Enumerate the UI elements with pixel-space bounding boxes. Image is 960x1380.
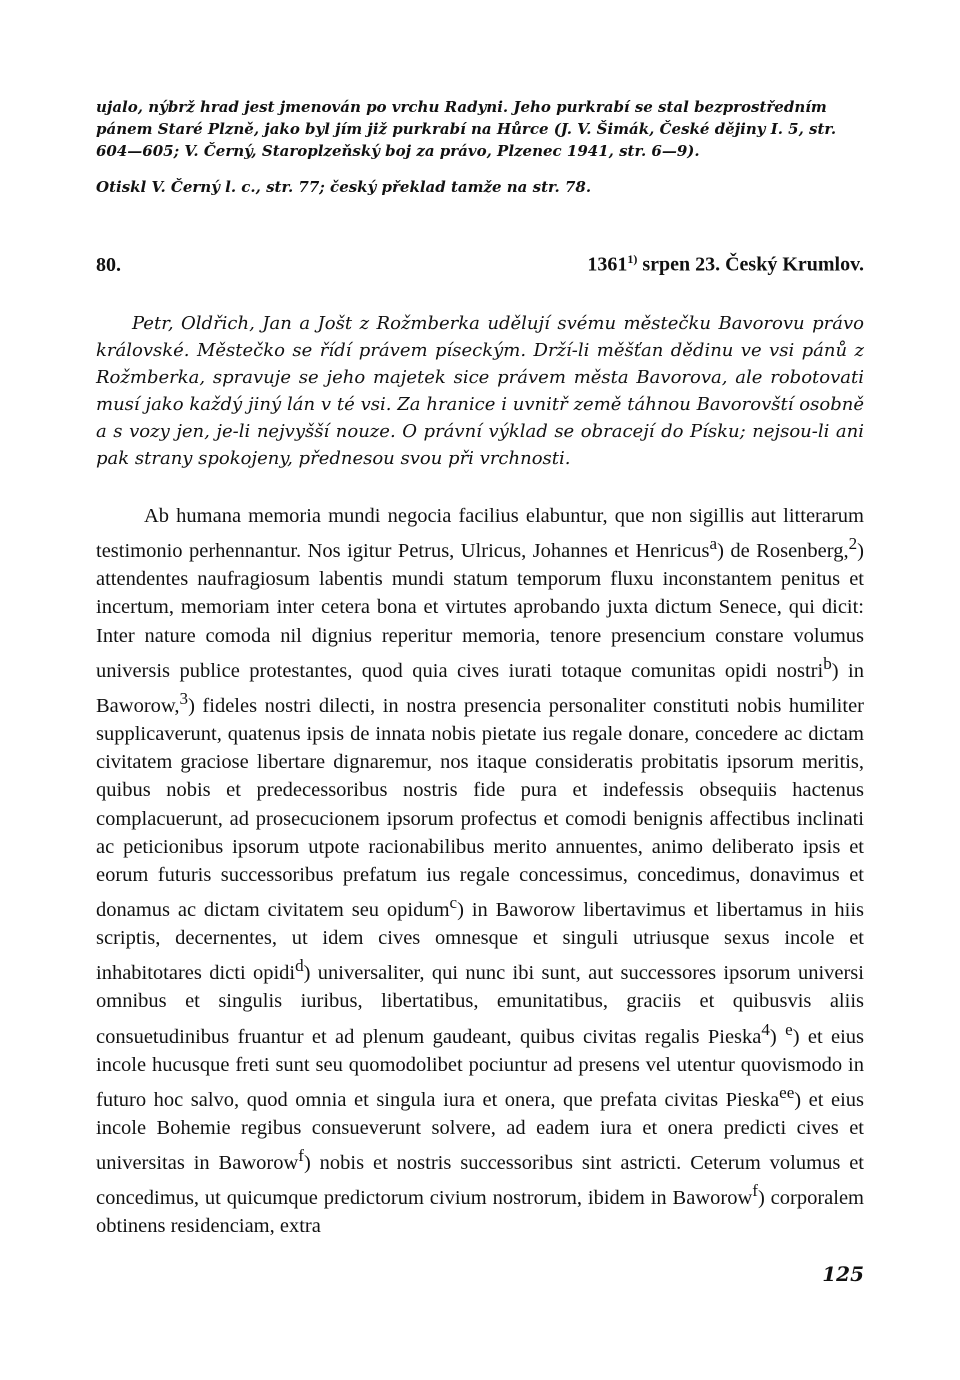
footnote-ref: 3 <box>179 688 189 708</box>
document-date <box>587 252 864 277</box>
text-run: Ab humana memoria mundi negocia facilius elabuntur, que non sigillis aut litterarum testimonio perhennantur. Nos igitur Petrus, Ulricus, Johannes et Henricus <box>96 505 864 563</box>
text-run: ) nobis et nostris successoribus sint astricti. Ceterum volumus et concedimus, ut quicumque predictorum civium nostrorum, ibidem in Baworow <box>96 1151 864 1209</box>
note-continuation: ujalo, nýbrž hrad jest jmenován po vrchu Radyni. Jeho purkrabí se stal bezprostředním pánem Staré Plzně, jako byl jím již purkrabí na Hůrce (J. V. Šimák, České dějiny I. 5, str. 604—605; V. Černý, Staroplzeňský boj za právo, Plzenec 1941, str. 6—9). <box>96 98 837 160</box>
footnote-ref: 4 <box>761 1019 770 1039</box>
date-place: srpen 23. Český Krumlov. <box>637 253 864 276</box>
footnote-ref: ee <box>779 1082 795 1102</box>
footnote-ref: a <box>709 534 718 554</box>
text-run: ) <box>769 1025 786 1048</box>
footnote-ref: 2 <box>848 534 858 554</box>
regest-summary <box>96 310 864 472</box>
text-run: ) corporalem obtinens residenciam, extra <box>96 1186 865 1238</box>
footnote-ref: f <box>752 1181 758 1201</box>
charter-paragraph <box>96 502 864 1240</box>
text-run: ) in Baworow libertavimus et libertamus in hiis scriptis, decernentes, ut idem cives omnesque et singuli utriusque sexus incole et inhabitotares dicti opidi <box>96 898 865 985</box>
document-number: 80. <box>96 253 121 276</box>
date-year: 1361 <box>587 253 628 276</box>
text-run: ) et eius incole Bohemie regibus consueverunt solvere, ad eadem iura et onera predicti cives et universitas in Baworow <box>96 1088 864 1174</box>
footnote-ref: c <box>449 893 458 913</box>
footnote-ref: d <box>295 956 304 976</box>
text-run: ) et eius incole hucusque freti sunt seu quomodolibet pociuntur ad presens vel utentur quovismodo in futuro hoc salvo, quod omnia et singula iura et onera, que prefata civitas Pieska <box>96 1025 864 1111</box>
text-run: ) in Baworow, <box>96 659 864 717</box>
footnote-ref: e <box>785 1019 793 1039</box>
charter-text <box>96 502 864 1240</box>
print-reference: Otiskl V. Černý l. c., str. 77; český překlad tamže na str. 78. <box>96 178 592 196</box>
footnote-ref: b <box>823 653 832 673</box>
preceding-notes <box>96 96 864 198</box>
footnote-ref: f <box>298 1146 304 1166</box>
page-number: 125 <box>822 1262 864 1286</box>
text-run: ) fideles nostri dilecti, in nostra presencia personaliter constituti nobis humiliter supplicaverunt, quatenus ipsis de innata nobis pietate ius regale donare, concedere ac dictam civitatem graciose libertare dignaremur, nos itaque consideratis probitatis ipsorum meritis, quibus nobis et predecessoribus nostris fide pura et indefessis obsequiis hactenus complacuerunt, ad prosecucionem ipsorum profectus et comodi benignis affectibus inclinati ac peticionibus ipsorum utpote racionabilibus merito annuentes, animo deliberato ipsis et eorum futuris successoribus prefatum ius regale concessimus, concedimus, donavimus et donamus ac dictam civitatem seu opidum <box>96 694 864 921</box>
document-heading <box>96 252 864 277</box>
text-run: ) de Rosenberg, <box>717 540 849 563</box>
text-run: ) attendentes naufragiosum labentis mundi statum temporum fluxu inconstantem penitus et incertum, memoriam inter cetera bona et virtutes aprobando juxta dictum Senece, qui dicit: Inter nature comoda nil dignius reperitur memoria, tenore presencium constare volumus universis publice protestantes, quod quia cives iurati totaque comunitas opidi nostri <box>96 540 864 682</box>
text-run: ) universaliter, qui nunc ibi sunt, aut successores ipsorum universi omnibus et singulis iuribus, libertatibus, emunitatibus, graciis et quibusvis aliis consuetudinibus fruantur et ad plenum gaudeant, quibus civitas regalis Pieska <box>96 962 864 1048</box>
regest-text: Petr, Oldřich, Jan a Jošt z Rožmberka udělují svému městečku Bavorovu právo královské. Městečko se řídí právem píseckým. Drží-li měšťan dědinu ve vsi pánů z Rožmberka, spravuje se jeho majetek sice právem města Bavorova, ale robotovati musí jako každý jiný lán v té vsi. Za hranice i uvnitř země táhnou Bavorovští osobně a s vozy jen, je-li nejvyšší nouze. O právní výklad se obracejí do Písku; nejsou-li ani pak strany spokojeny, přednesou svou při vrchnosti. <box>96 313 864 469</box>
date-footnote-ref: 1) <box>627 252 638 266</box>
